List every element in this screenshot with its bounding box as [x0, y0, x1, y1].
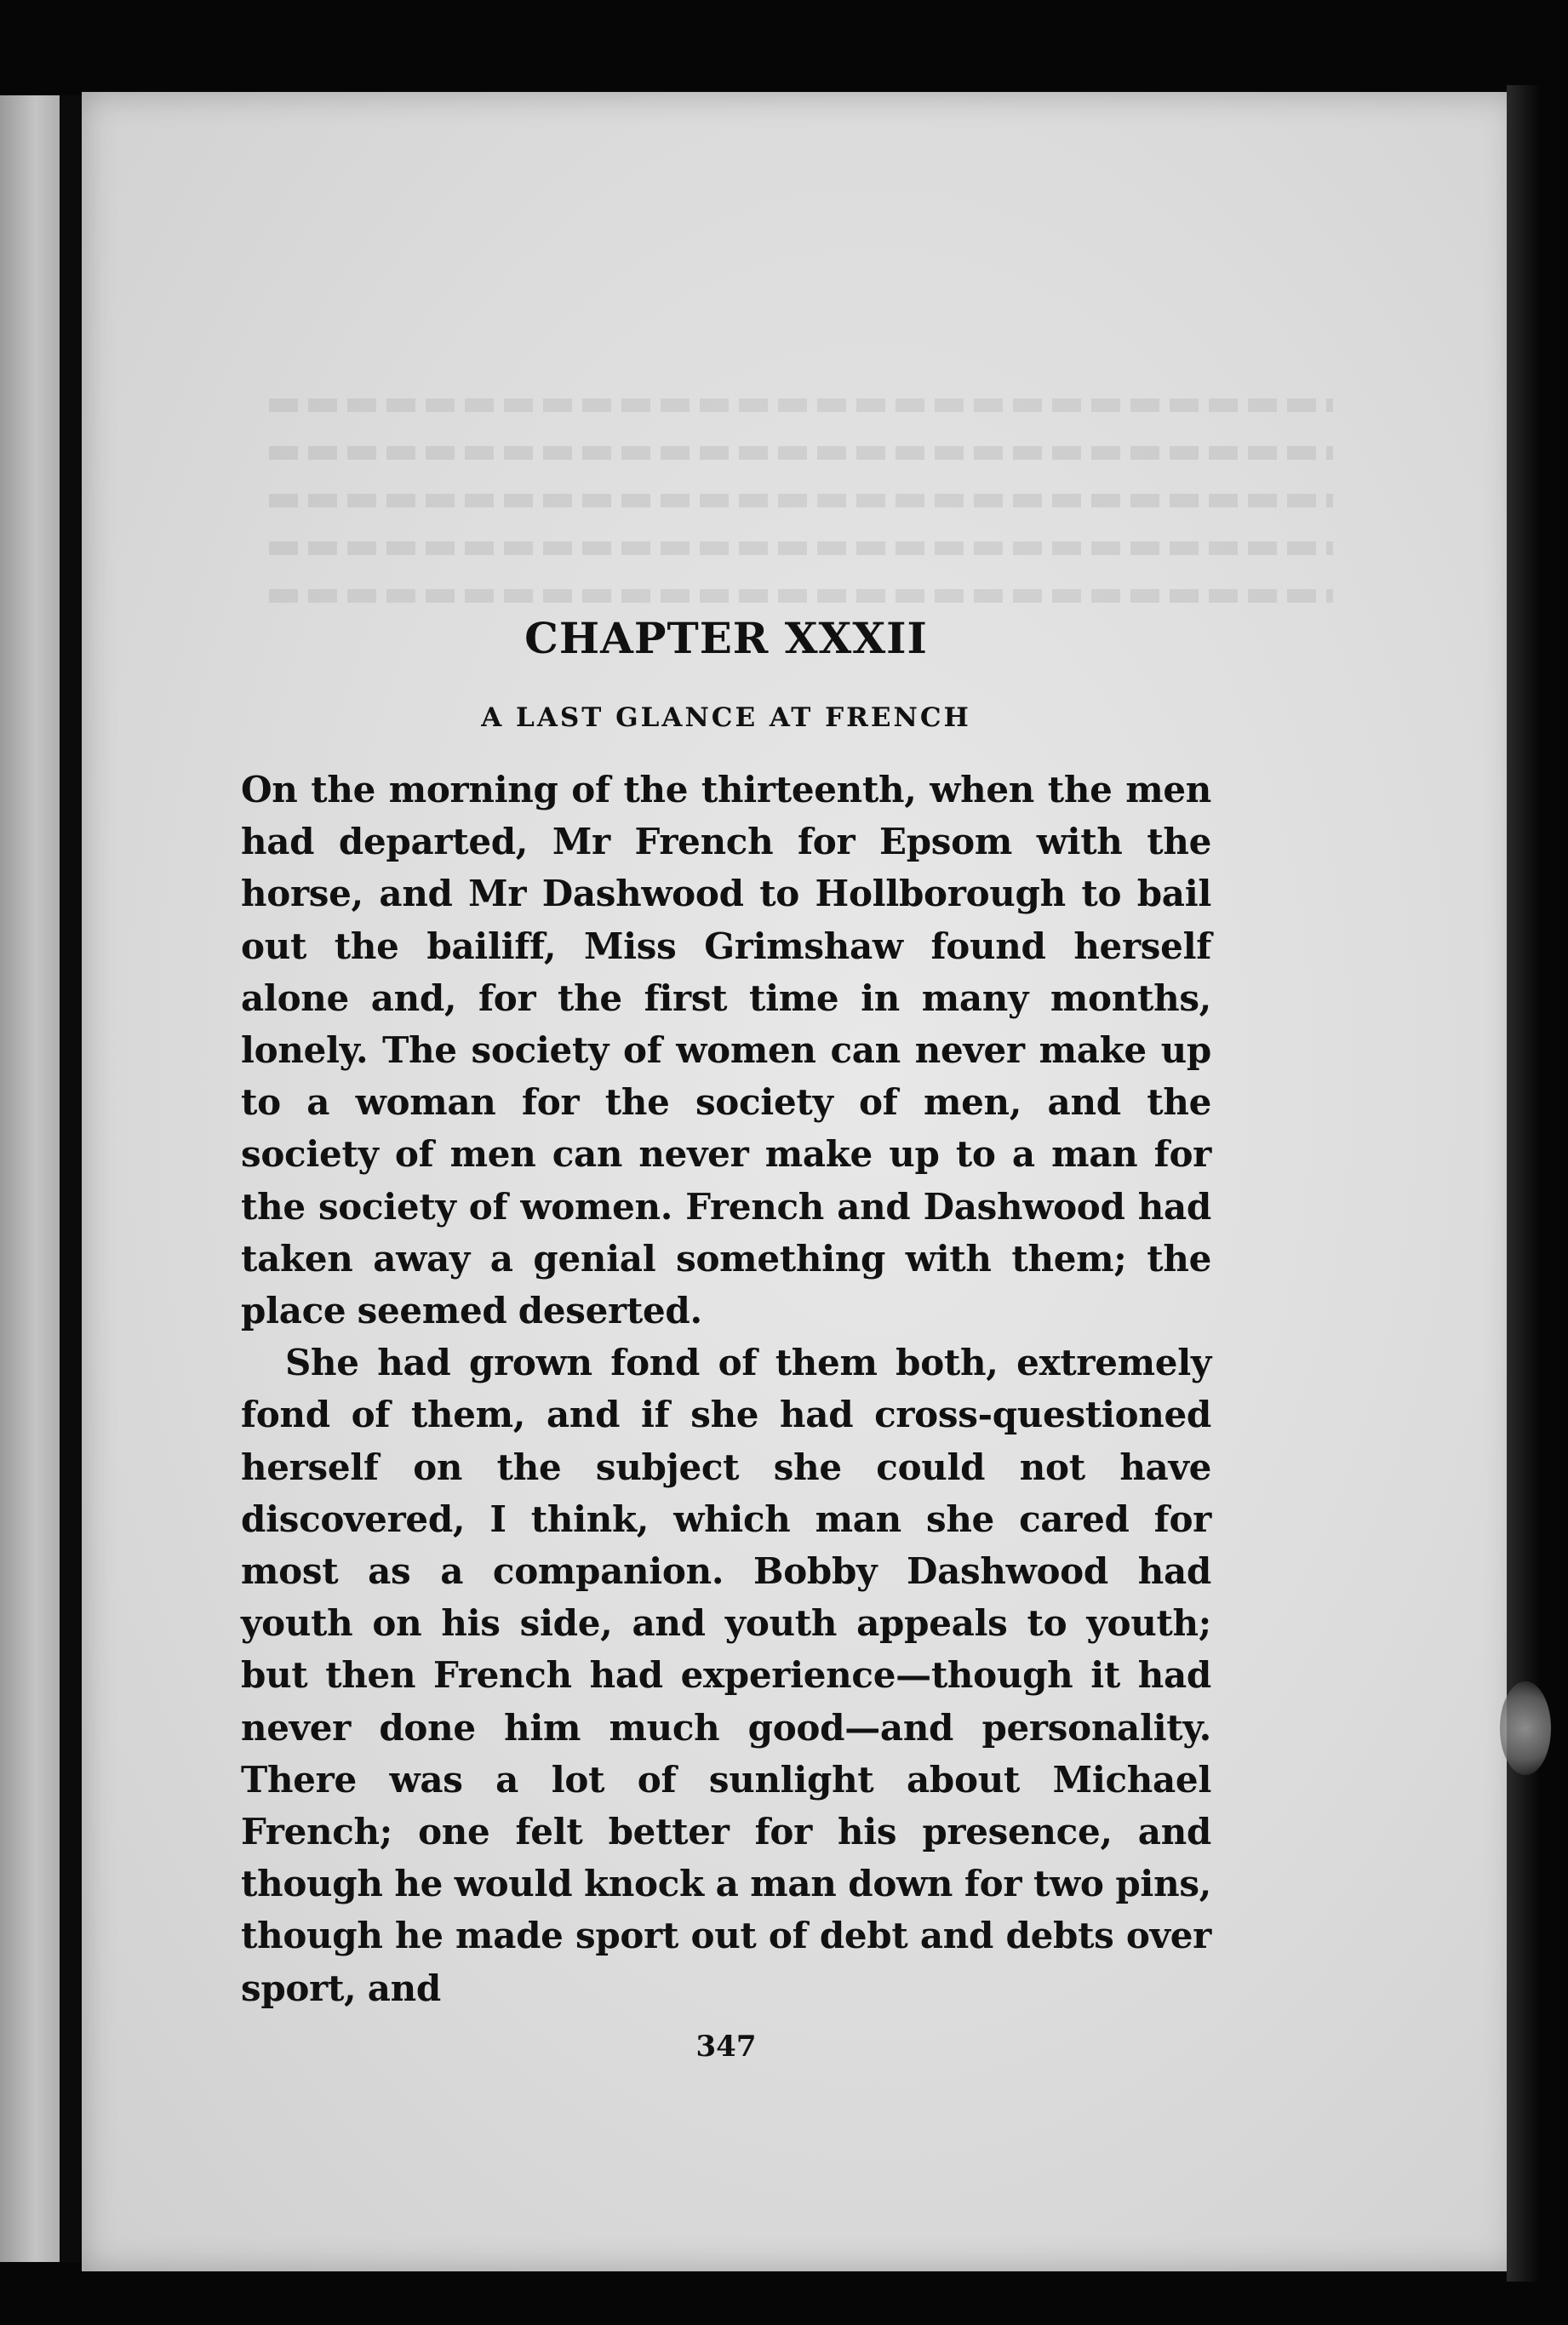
chapter-subtitle: A LAST GLANCE AT FRENCH [481, 702, 971, 733]
chapter-title: CHAPTER XXXII [524, 613, 928, 663]
page-number: 347 [695, 2029, 757, 2064]
facing-page-edge [0, 95, 60, 2262]
page-content [241, 596, 1211, 2064]
paragraph: She had grown fond of them both, extremely fond of them, and if she had cross-questioned herself on the subject she could not have discovered, I think, which man she cared for most as a companion. Bobby Dashwood had youth on his side, and youth appeals to youth; but then French had experience—though it had never done him much good—and personality. There was a lot of sunlight about Michael French; one felt better for his presence, and though he would knock a man down for two pins, though he made sport out of debt and debts over sport, and [241, 1342, 1211, 2009]
scan-blemish [1500, 1681, 1551, 1775]
body-text [241, 764, 1211, 2014]
book-gutter [60, 95, 82, 2262]
paragraph: On the morning of the thirteenth, when the men had departed, Mr French for Epsom with the horse, and Mr Dashwood to Hollborough to bail out the bailiff, Miss Grimshaw found herself alone and, for the first time in many months, lonely. The society of women can never make up to a woman for the society of men, and the society of men can never make up to a man for the society of women. French and Dashwood had taken away a genial something with them; the place seemed deserted. [241, 769, 1211, 1332]
page-edge-shadow [1507, 85, 1541, 2282]
